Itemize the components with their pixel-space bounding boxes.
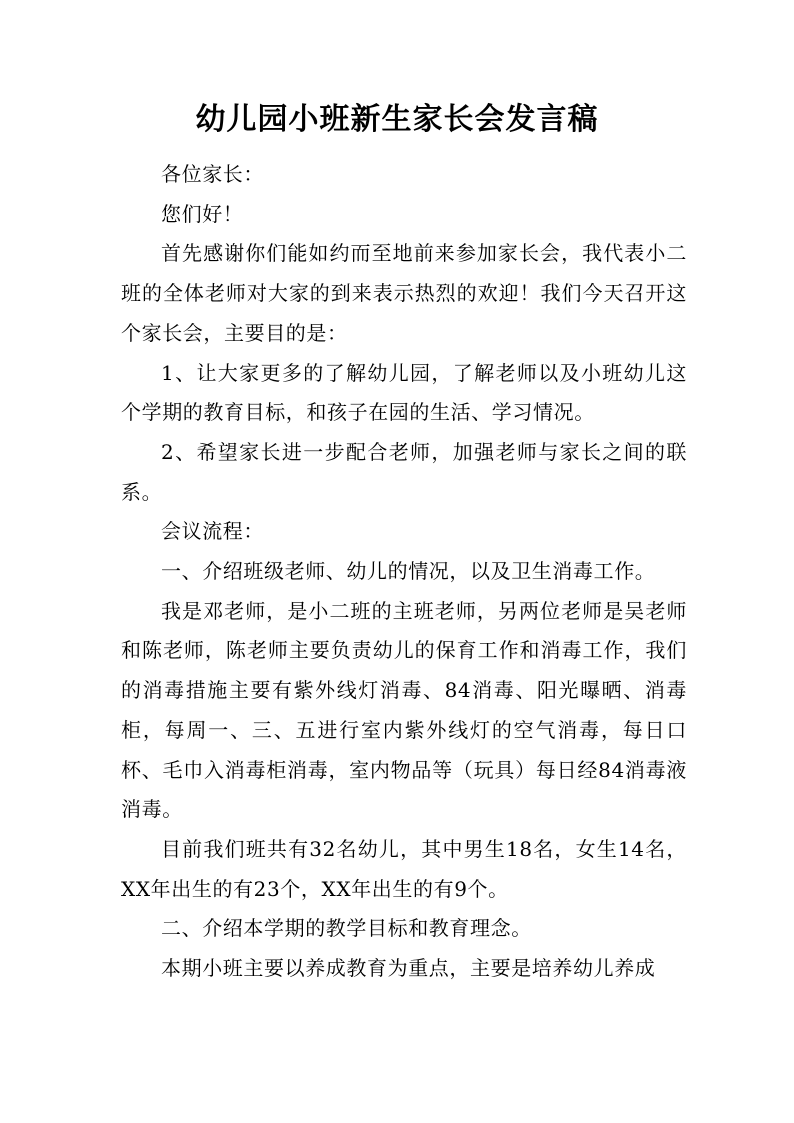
paragraph-purpose-2: 2、希望家长进一步配合老师，加强老师与家长之间的联系。 <box>121 439 687 504</box>
document-title: 幼儿园小班新生家长会发言稿 <box>195 102 599 137</box>
paragraph-intro: 首先感谢你们能如约而至地前来参加家长会，我代表小二班的全体老师对大家的到来表示热烈的欢迎！我们今天召开这个家长会，主要目的是： <box>121 241 687 345</box>
paragraph-class-stats: 目前我们班共有32名幼儿，其中男生18名，女生14名，XX年出生的有23个，XX年出生的有9个。 <box>121 836 687 901</box>
paragraph-teachers: 我是邓老师，是小二班的主班老师，另两位老师是吴老师和陈老师，陈老师主要负责幼儿的保育工作和消毒工作，我们的消毒措施主要有紫外线灯消毒、84消毒、阳光曝晒、消毒柜，每周一、三、五进行室内紫外线灯的空气消毒，每日口杯、毛巾入消毒柜消毒，室内物品等（玩具）每日经84消毒液消毒。 <box>121 598 687 822</box>
salutation: 各位家长： <box>161 162 264 186</box>
paragraph-goals: 本期小班主要以养成教育为重点，主要是培养幼儿养成 <box>161 956 656 981</box>
paragraph-purpose-1: 1、让大家更多的了解幼儿园，了解老师以及小班幼儿这个学期的教育目标，和孩子在园的生活、学习情况。 <box>121 360 687 425</box>
paragraph-section-2-heading: 二、介绍本学期的教学目标和教育理念。 <box>161 916 532 941</box>
paragraph-agenda-heading: 会议流程： <box>161 519 264 544</box>
greeting: 您们好！ <box>161 201 244 226</box>
document-body <box>121 155 687 989</box>
paragraph-section-1-heading: 一、介绍班级老师、幼儿的情况，以及卫生消毒工作。 <box>161 559 656 584</box>
